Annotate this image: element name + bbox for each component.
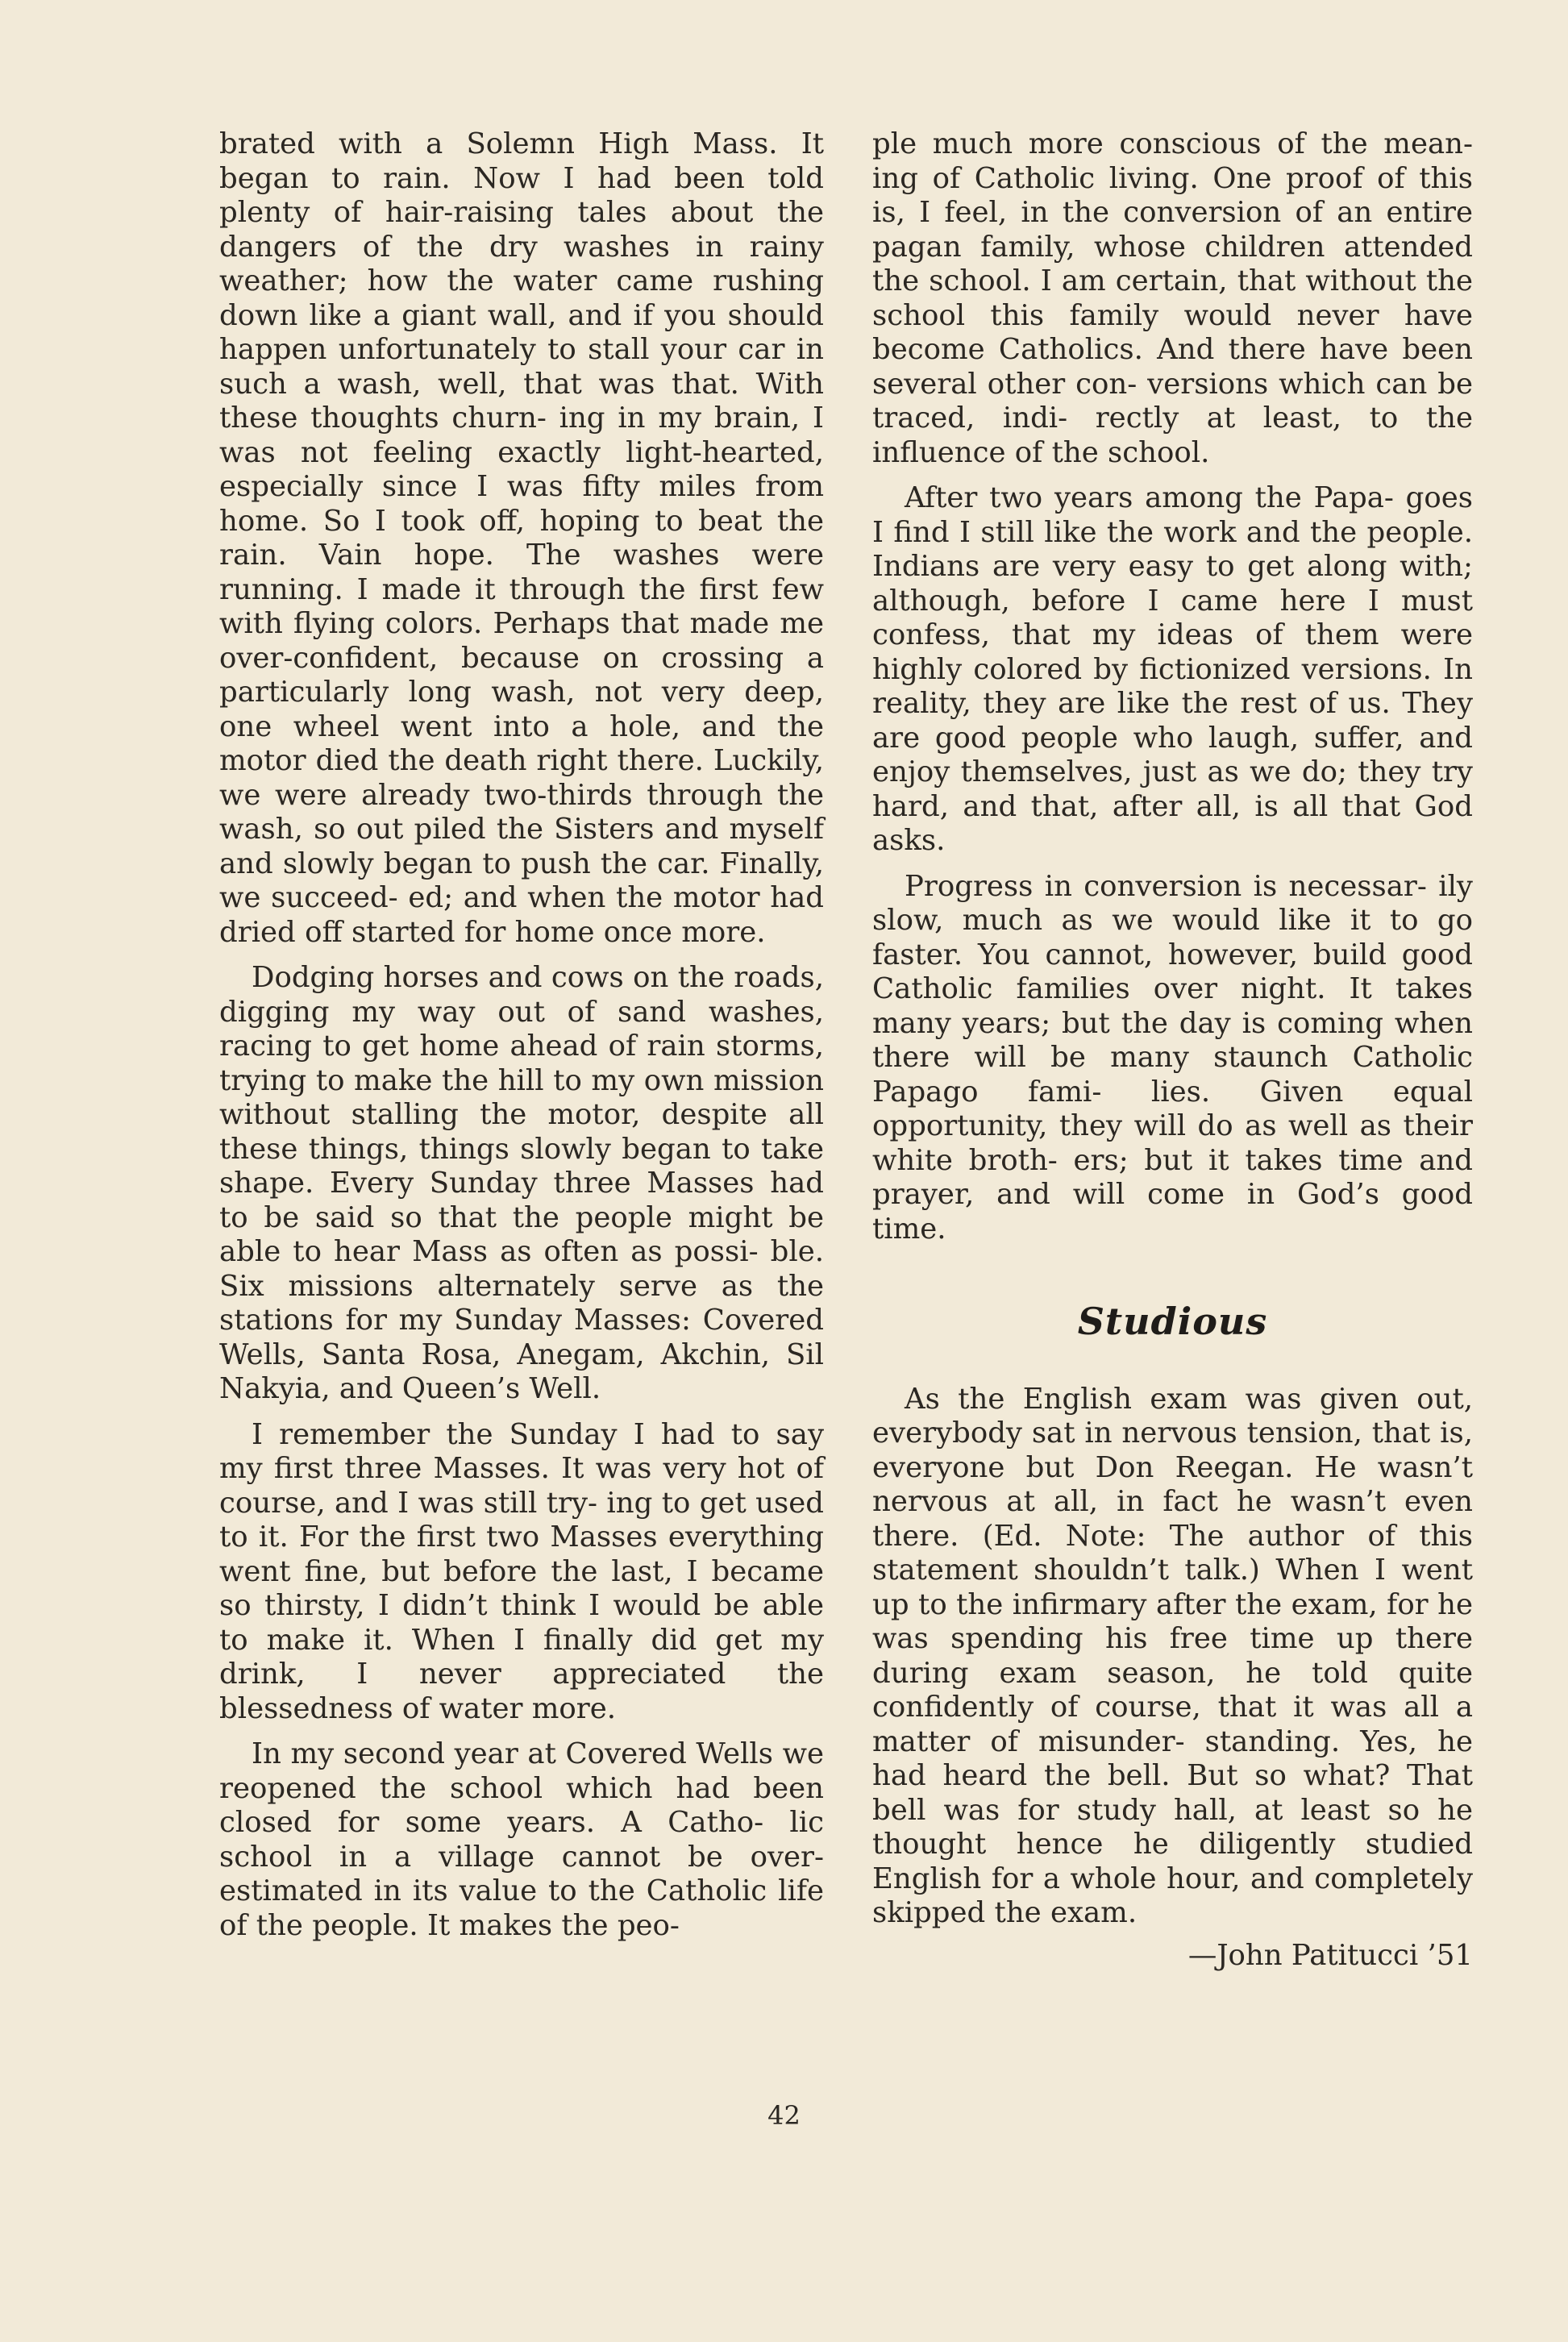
author-signature: —John Patitucci ’51 bbox=[1187, 1938, 1473, 1972]
paragraph: After two years among the Papa- goes I find I still like the work and the people. Indians are very easy to get along with; although, before I came here I must confess, that my ideas of them were highly colored by fictionized versions. In reality, they are like the rest of us. They are good people who laugh, suffer, and enjoy themselves, just as we do; they try hard, and that, after all, is all that God asks. bbox=[872, 481, 1473, 857]
paragraph: In my second year at Covered Wells we reopened the school which had been closed for some years. A Catho- lic school in a village cannot be over- estimated in its value to the Catholic life of the people. It makes the peo- bbox=[219, 1737, 824, 1942]
paragraph: As the English exam was given out, everybody sat in nervous tension, that is, everyone but Don Reegan. He wasn’t nervous at all, in fact he wasn’t even there. (Ed. Note: The author of this statement shouldn’t talk.) When I went up to the infirmary after the exam, for he was spending his free time up there during exam season, he told quite confidently of course, that it was all a matter of misunder- standing. Yes, he had heard the bell. But so what? That bell was for study hall, at least so he thought hence he diligently studied English for a whole hour, and completely skipped the exam. bbox=[872, 1382, 1473, 1929]
paragraph: Progress in conversion is necessar- ily slow, much as we would like it to go faster. You cannot, however, build good Catholic families over night. It takes many years; but the day is coming when there will be many staunch Catholic Papago fami- lies. Given equal opportunity, they will do as well as their white broth- ers; but it takes time and prayer, and will come in God’s good time. bbox=[872, 869, 1473, 1246]
page-number: 42 bbox=[767, 2100, 801, 2131]
paragraph: I remember the Sunday I had to say my first three Masses. It was very hot of course, and I was still try- ing to get used to it. For the first two Masses everything went fine, but before the last, I became so thirsty, I didn’t think I would be able to make it. When I finally did get my drink, I never appreciated the blessedness of water more. bbox=[219, 1417, 824, 1725]
paragraph: ple much more conscious of the mean- ing of Catholic living. One proof of this is, I feel, in the conversion of an entire pagan family, whose children attended the school. I am certain, that without the school this family would never have become Catholics. And there have been several other con- versions which can be traced, indi- rectly at least, to the influence of the school. bbox=[872, 127, 1473, 469]
left-column bbox=[219, 127, 824, 1943]
paragraph: brated with a Solemn High Mass. It began to rain. Now I had been told plenty of hair-raising tales about the dangers of the dry washes in rainy weather; how the water came rushing down like a giant wall, and if you should happen unfortunately to stall your car in such a wash, well, that was that. With these thoughts churn- ing in my brain, I was not feeling exactly light-hearted, especially since I was fifty miles from home. So I took off, hoping to beat the rain. Vain hope. The washes were running. I made it through the first few with flying colors. Perhaps that made me over-confident, because on crossing a particularly long wash, not very deep, one wheel went into a hole, and the motor died the death right there. Luckily, we were already two-thirds through the wash, so out piled the Sisters and myself and slowly began to push the car. Finally, we succeed- ed; and when the motor had dried off started for home once more. bbox=[219, 127, 824, 949]
right-column bbox=[872, 127, 1473, 1973]
section-heading: Studious bbox=[1077, 1300, 1268, 1343]
paragraph: Dodging horses and cows on the roads, digging my way out of sand washes, racing to get home ahead of rain storms, trying to make the hill to my own mission without stalling the motor, despite all these things, things slowly began to take shape. Every Sunday three Masses had to be said so that the people might be able to hear Mass as often as possi- ble. Six missions alternately serve as the stations for my Sunday Masses: Covered Wells, Santa Rosa, Anegam, Akchin, Sil Nakyia, and Queen’s Well. bbox=[219, 961, 824, 1405]
